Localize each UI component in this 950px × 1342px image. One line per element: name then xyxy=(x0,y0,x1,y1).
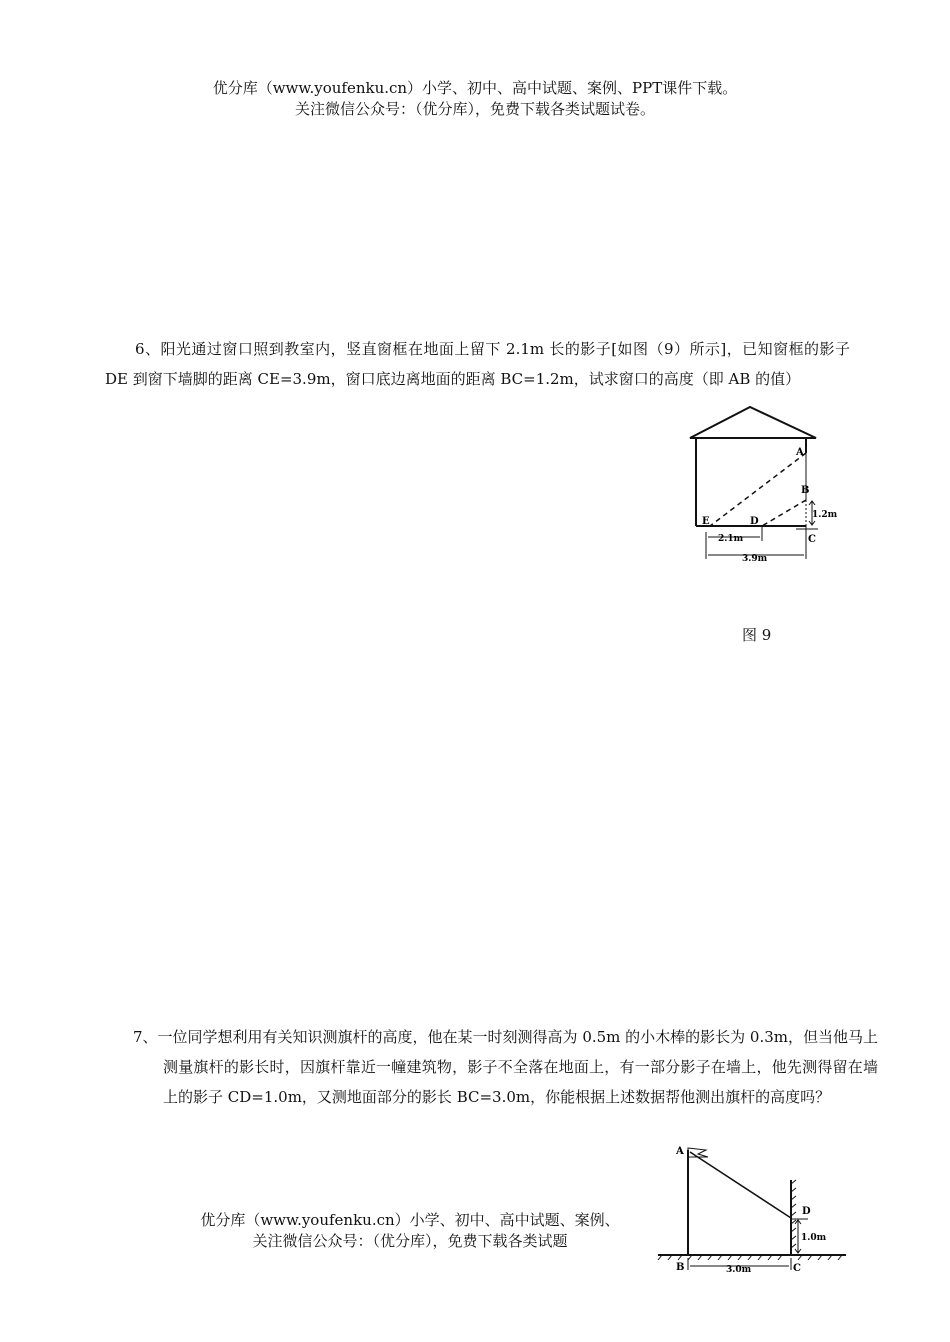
flag-dim-bc-label: 3.0m xyxy=(726,1265,752,1275)
flag-label-b: B xyxy=(676,1262,685,1273)
dim-ce-label: 3.9m xyxy=(742,554,768,564)
label-a: A xyxy=(796,447,804,458)
label-c: C xyxy=(808,534,816,545)
footer-line-2: 关注微信公众号：（优分库），免费下载各类试题 xyxy=(252,1232,568,1250)
header-line-1: 优分库（www.youfenku.cn）小学、初中、高中试题、案例、PPT课件下载。 xyxy=(212,79,738,97)
house-roof xyxy=(690,407,816,438)
footer-line-1: 优分库（www.youfenku.cn）小学、初中、高中试题、案例、 xyxy=(200,1211,620,1229)
header-banner xyxy=(0,78,950,120)
sun-ray xyxy=(690,1152,791,1218)
flagpole-diagram xyxy=(650,1140,850,1275)
label-b: B xyxy=(801,485,810,496)
flag-label-d: D xyxy=(802,1206,811,1217)
figure-9 xyxy=(688,405,838,565)
problem-6-text: 6、阳光通过窗口照到教室内，竖直窗框在地面上留下 2.1m 长的影子[如图（9）所示]，已知窗框的影子 DE 到窗下墙脚的距离 CE=3.9m，窗口底边离地面的距离 BC=1.2m，试求窗口的高度（即 AB 的值） xyxy=(105,340,850,388)
dim-de-label: 2.1m xyxy=(718,534,744,544)
flag-dim-cd-label: 1.0m xyxy=(801,1233,827,1243)
figure-9-diagram xyxy=(688,405,838,565)
figure-9-caption: 图 9 xyxy=(742,626,772,644)
label-e: E xyxy=(702,516,710,527)
footer-banner xyxy=(0,1210,820,1252)
problem-7-text: 7、一位同学想利用有关知识测旗杆的高度，他在某一时刻测得高为 0.5m 的小木棒的影长为 0.3m，但当他马上测量旗杆的影长时，因旗杆靠近一幢建筑物，影子不全落在地面上，有一部分影子在墙上，他先测得留在墙上的影子 CD=1.0m，又测地面部分的影长 BC=3.0m，你能根据上述数据帮他测出旗杆的高度吗？ xyxy=(133,1028,879,1106)
figure-flagpole xyxy=(650,1140,850,1275)
dim-bc-label: 1.2m xyxy=(812,510,838,520)
flag-label-a: A xyxy=(676,1146,684,1157)
label-d: D xyxy=(750,516,759,527)
header-line-2: 关注微信公众号：（优分库），免费下载各类试题试卷。 xyxy=(294,100,655,118)
flag-label-c: C xyxy=(793,1263,801,1274)
light-ray-b xyxy=(762,500,806,526)
